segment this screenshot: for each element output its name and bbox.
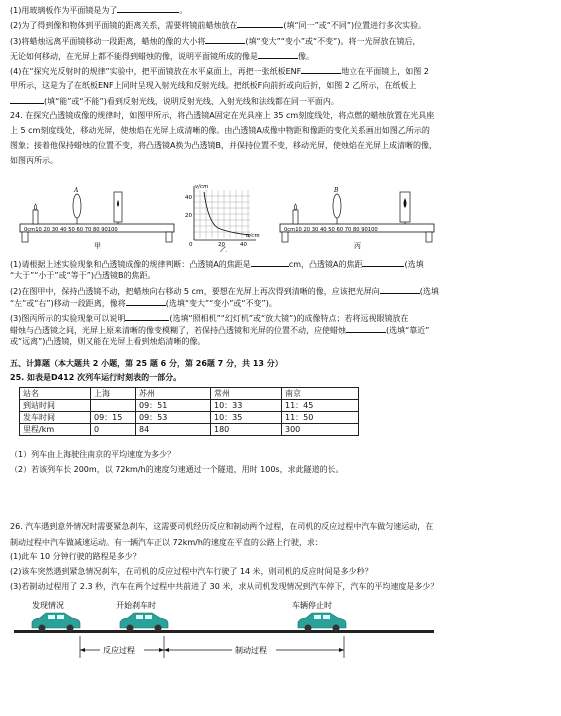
table-header: 上海 bbox=[91, 388, 136, 400]
table-header: 苏州 bbox=[136, 388, 211, 400]
graph-ylabel: v/cm bbox=[195, 184, 209, 190]
table-row bbox=[20, 388, 359, 400]
table-cell: 10：35 bbox=[211, 412, 282, 424]
bench-ticks: 0cm10 20 30 40 50 60 70 80 90100 bbox=[284, 227, 378, 233]
label-brake: 开始刹车时 bbox=[116, 601, 156, 610]
q2-line: (2)为了得到像和物体到平面镜的距离关系，需要将镜前蜡烛放在 (填“同一”或“不同”)位置进行多次实验。 bbox=[10, 21, 427, 30]
table-cell: 09：53 bbox=[136, 412, 211, 424]
answer-blank[interactable] bbox=[380, 285, 420, 294]
lens-b-icon bbox=[333, 194, 341, 218]
label-braking: 制动过程 bbox=[235, 646, 267, 655]
bench-leg bbox=[426, 232, 432, 242]
figure-bench-jia bbox=[18, 184, 178, 250]
answer-blank[interactable] bbox=[301, 65, 341, 74]
bench-leg bbox=[282, 232, 288, 242]
figure-braking bbox=[14, 592, 434, 666]
label-stop: 车辆停止时 bbox=[292, 601, 332, 610]
figure-label-yi: 乙 bbox=[220, 246, 227, 252]
graph-y20: 20 bbox=[185, 213, 192, 219]
bench-ticks: 0cm10 20 30 40 50 60 70 80 90100 bbox=[24, 227, 118, 233]
figure-bench-bing bbox=[278, 184, 438, 250]
table-row bbox=[20, 424, 359, 436]
table-header: 南京 bbox=[282, 388, 359, 400]
label-reaction: 反应过程 bbox=[103, 646, 135, 655]
timetable bbox=[19, 387, 359, 436]
graph-xlabel: u/cm bbox=[246, 233, 260, 239]
q24-stem-c: 图象；接着他保持蜡烛的位置不变，将凸透镜A换为凸透镜B，并保持位置不变，移动光屏，使烛焰在光屏上成清晰的像， bbox=[10, 141, 437, 150]
q24-stem-d: 如图丙所示。 bbox=[10, 156, 58, 165]
table-cell: 09：15 bbox=[91, 412, 136, 424]
figure-label-bing: 丙 bbox=[354, 242, 361, 250]
candle bbox=[293, 210, 298, 224]
table-cell: 11：45 bbox=[282, 400, 359, 412]
q24-2-line-a: (2)在图甲中，保持凸透镜不动，把蜡烛向右移动 5 cm，要想在光屏上再次得到清晰的像，应该把光屏向 (选填 bbox=[10, 287, 439, 296]
answer-blank[interactable] bbox=[126, 297, 166, 306]
answer-blank[interactable] bbox=[251, 258, 289, 267]
q4-line-c: (填“能”或“不能”)看到反射光线，说明反射光线、入射光线和法线都在同一平面内。 bbox=[10, 95, 555, 107]
car-icon bbox=[298, 613, 346, 632]
flame-icon bbox=[294, 204, 297, 210]
graph-curve bbox=[204, 192, 250, 235]
q26-stem-a: 26. 汽车遇到意外情况时需要紧急刹车，这需要司机经历反应和制动两个过程，在司机的反应过程中汽车做匀速运动，在 bbox=[10, 522, 434, 531]
q26-part3: (3)若制动过程用了 2.3 秒，汽车在两个过程中共前进了 30 米，求从司机发现情况到汽车停下，汽车的平均速度是多少？ bbox=[10, 582, 439, 591]
table-cell: 09：51 bbox=[136, 400, 211, 412]
table-cell: 180 bbox=[211, 424, 282, 436]
table-cell: 300 bbox=[282, 424, 359, 436]
answer-blank[interactable] bbox=[117, 4, 179, 13]
table-cell: 11：50 bbox=[282, 412, 359, 424]
table-cell: 到站时间 bbox=[20, 400, 91, 412]
car-icon bbox=[120, 613, 168, 632]
answer-blank[interactable] bbox=[237, 19, 283, 28]
graph-x40: 40 bbox=[240, 242, 247, 248]
table-cell: 发车时间 bbox=[20, 412, 91, 424]
lens-a-icon bbox=[73, 194, 81, 218]
q25-stem: 25. 如表是D412 次列车运行时刻表的一部分。 bbox=[10, 373, 182, 382]
q3-line-a: (3)将蜡烛远离平面镜移动一段距离，蜡烛的像的大小将 (填“变大”“变小”或“不变”)。将一光屏放在镜后， bbox=[10, 37, 421, 46]
q26-stem-b: 制动过程中汽车做减速运动。有一辆汽车正以 72km/h的速度在平直的公路上行驶，求： bbox=[10, 538, 323, 547]
table-header: 常州 bbox=[211, 388, 282, 400]
table-row bbox=[20, 412, 359, 424]
label-found: 发现情况 bbox=[32, 601, 64, 610]
answer-blank[interactable] bbox=[346, 324, 386, 333]
road bbox=[14, 630, 434, 633]
q24-3-line-c: 或“远离”)凸透镜，则又能在光屏上看到烛焰清晰的像。 bbox=[10, 337, 206, 346]
q24-stem-b: 上 5 cm刻度线处，移动光屏，使烛焰在光屏上成清晰的像。由凸透镜A成像中物距和像距的变化关系画出如图乙所示的 bbox=[10, 126, 430, 135]
table-cell: 10：33 bbox=[211, 400, 282, 412]
q24-stem-a: 24. 在探究凸透镜成像的规律时，如图甲所示，将凸透镜A固定在光具座上 35 cm刻度线处，将点燃的蜡烛放置在光具座 bbox=[10, 111, 435, 120]
answer-blank[interactable] bbox=[362, 258, 404, 267]
q25-part2: （2）若该列车长 200m，以 72km/h的速度匀速通过一个隧道，用时 100s，求此隧道的长。 bbox=[10, 465, 344, 474]
q25-part1: （1）列车由上海驶往南京的平均速度为多少？ bbox=[10, 450, 176, 459]
graph-x20: 20 bbox=[218, 242, 225, 248]
q24-1-line-b: “大于”“小于”或“等于”)凸透镜B的焦距。 bbox=[10, 271, 156, 280]
bench-leg bbox=[166, 232, 172, 242]
table-cell: 84 bbox=[136, 424, 211, 436]
bench-leg bbox=[22, 232, 28, 242]
lens-a-label: A bbox=[74, 187, 79, 194]
lens-b-label: B bbox=[334, 187, 339, 194]
figure-label-jia: 甲 bbox=[94, 242, 101, 250]
candle bbox=[33, 210, 38, 224]
answer-blank[interactable] bbox=[10, 95, 44, 104]
q24-3-line-a: (3)图丙所示的实验现象可以说明 (选填“照相机”“幻灯机”或“放大镜”)的成像特点；若将远视眼镜放在 bbox=[10, 314, 409, 323]
q24-2-line-b: “左”或“右”)移动一段距离，像将 (选填“变大”“变小”或“不变”)。 bbox=[10, 299, 277, 308]
q4-line-b: 甲所示，这是为了在纸板ENF上同时呈现入射光线和反射光线。把纸板F向前折或向后折，如图 2 乙所示，在纸板上 bbox=[10, 81, 417, 90]
q3-line-b: 无论如何移动，在光屏上都不能得到蜡烛的像，说明平面镜所成的像是 像。 bbox=[10, 52, 314, 61]
car-icon bbox=[32, 613, 80, 632]
answer-blank[interactable] bbox=[258, 50, 298, 59]
answer-blank[interactable] bbox=[205, 35, 245, 44]
q1-line: (1)用玻璃板作为平面镜是为了 。 bbox=[10, 6, 188, 15]
q26-part2: (2)该车突然遇到紧急情况刹车，在司机的反应过程中汽车行驶了 14 米，则司机的反应时间是多少秒？ bbox=[10, 567, 373, 576]
graph-y40: 40 bbox=[185, 195, 192, 201]
graph-origin: 0 bbox=[189, 242, 193, 248]
table-header: 站名 bbox=[20, 388, 91, 400]
flame-icon bbox=[34, 204, 37, 210]
answer-blank[interactable] bbox=[125, 312, 169, 321]
q24-1-line-a: (1)请根据上述实验现象和凸透镜成像的规律判断：凸透镜A的焦距是 cm，凸透镜A的焦距 (选填 bbox=[10, 260, 424, 269]
section-title: 五、计算题（本大题共 2 小题，第 25 题 6 分，第 26题 7 分，共 13 分） bbox=[10, 359, 283, 368]
q26-part1: (1)此车 10 分钟行驶的路程是多少？ bbox=[10, 552, 141, 561]
table-cell: 里程/km bbox=[20, 424, 91, 436]
table-row bbox=[20, 400, 359, 412]
q24-3-line-b: 蜡烛与凸透镜之间，光屏上原来清晰的像变模糊了，若保持凸透镜和光屏的位置不动，应使蜡烛 (选填“靠近” bbox=[10, 326, 430, 335]
figure-graph-yi bbox=[184, 180, 268, 252]
q4-line-a: (4)在“探究光反射时的规律”实验中，把平面镜放在水平桌面上，再把一张纸板ENF 地立在平面镜上，如图 2 bbox=[10, 67, 429, 76]
table-cell: 0 bbox=[91, 424, 136, 436]
table-cell bbox=[91, 400, 136, 412]
